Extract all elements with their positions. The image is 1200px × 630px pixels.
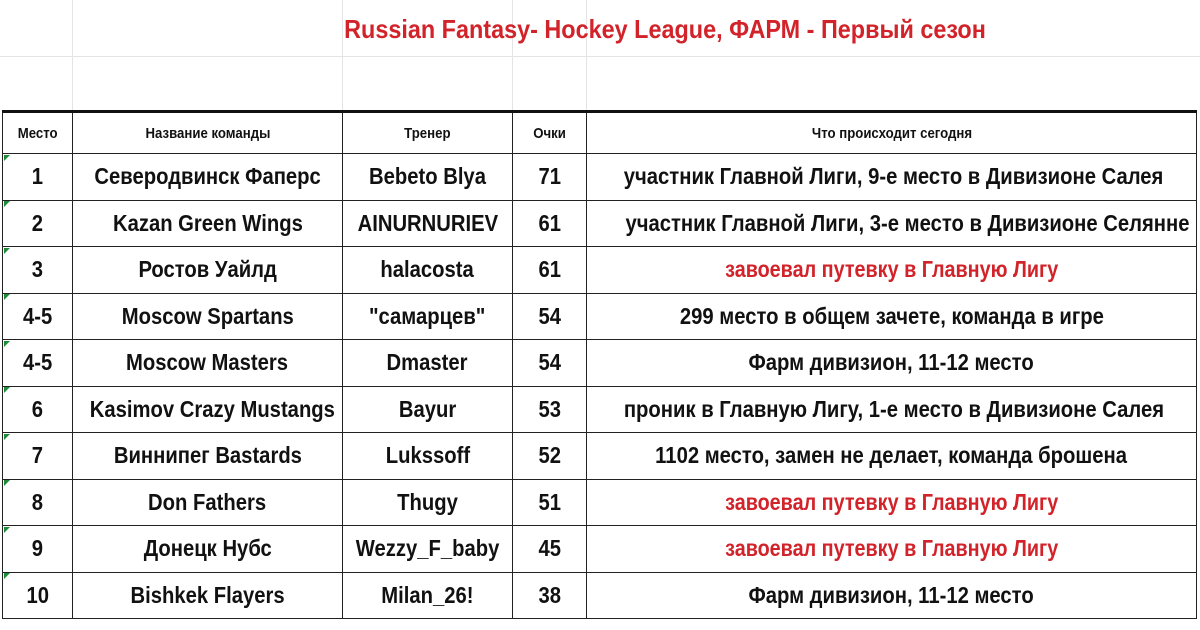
cell-coach: Bebeto Blya [343, 154, 513, 201]
cell-points: 54 [513, 340, 587, 387]
cell-status: завоевал путевку в Главную Лигу [587, 526, 1197, 573]
cell-place: 9 [3, 526, 73, 573]
cell-status: 299 место в общем зачете, команда в игре [587, 293, 1197, 340]
cell-status: участник Главной Лиги, 3-е место в Дивизионе Селянне [587, 200, 1197, 247]
cell-marker [4, 201, 10, 207]
page-title: Russian Fantasy- Hockey League, ФАРМ - Первый сезон [344, 14, 986, 44]
header-status: Что происходит сегодня [587, 112, 1197, 154]
table-row [3, 247, 1197, 294]
cell-marker [4, 527, 10, 533]
cell-team: Don Fathers [73, 479, 343, 526]
cell-marker [4, 573, 10, 579]
cell-marker [4, 434, 10, 440]
cell-place: 10 [3, 572, 73, 619]
cell-points: 54 [513, 293, 587, 340]
cell-points: 45 [513, 526, 587, 573]
cell-status: проник в Главную Лигу, 1-е место в Дивизионе Салея [587, 386, 1197, 433]
cell-points: 52 [513, 433, 587, 480]
cell-coach: Bayur [343, 386, 513, 433]
cell-team: Kasimov Crazy Mustangs [73, 386, 343, 433]
cell-status: участник Главной Лиги, 9-е место в Дивизионе Салея [587, 154, 1197, 201]
cell-coach: Milan_26! [343, 572, 513, 619]
table-header-row [3, 112, 1197, 154]
cell-place: 6 [3, 386, 73, 433]
cell-marker [4, 480, 10, 486]
table-row [3, 526, 1197, 573]
table-row [3, 572, 1197, 619]
cell-points: 53 [513, 386, 587, 433]
standings-table [2, 110, 1197, 619]
cell-coach: Lukssoff [343, 433, 513, 480]
header-team: Название команды [73, 112, 343, 154]
cell-marker [4, 248, 10, 254]
cell-marker [4, 155, 10, 161]
header-place: Место [3, 112, 73, 154]
cell-coach: Wezzy_F_baby [343, 526, 513, 573]
table-row [3, 433, 1197, 480]
table-row [3, 340, 1197, 387]
cell-coach: "самарцев" [343, 293, 513, 340]
grid-line [72, 0, 73, 110]
cell-team: Ростов Уайлд [73, 247, 343, 294]
cell-place: 4-5 [3, 340, 73, 387]
cell-place: 1 [3, 154, 73, 201]
cell-points: 71 [513, 154, 587, 201]
cell-place: 3 [3, 247, 73, 294]
cell-coach: Dmaster [343, 340, 513, 387]
cell-coach: AINURNURIEV [343, 200, 513, 247]
cell-points: 38 [513, 572, 587, 619]
table-row [3, 386, 1197, 433]
cell-status: 1102 место, замен не делает, команда брошена [587, 433, 1197, 480]
cell-marker [4, 294, 10, 300]
table-row [3, 154, 1197, 201]
cell-team: Северодвинск Фаперс [73, 154, 343, 201]
cell-team: Донецк Нубс [73, 526, 343, 573]
cell-points: 61 [513, 200, 587, 247]
cell-status: Фарм дивизион, 11-12 место [587, 572, 1197, 619]
cell-team: Kazan Green Wings [73, 200, 343, 247]
cell-place: 4-5 [3, 293, 73, 340]
cell-place: 8 [3, 479, 73, 526]
header-points: Очки [513, 112, 587, 154]
cell-status: завоевал путевку в Главную Лигу [587, 247, 1197, 294]
cell-coach: halacosta [343, 247, 513, 294]
cell-marker [4, 341, 10, 347]
table-row [3, 479, 1197, 526]
cell-team: Moscow Spartans [73, 293, 343, 340]
cell-team: Moscow Masters [73, 340, 343, 387]
grid-line [0, 56, 1200, 57]
cell-place: 7 [3, 433, 73, 480]
cell-points: 51 [513, 479, 587, 526]
cell-team: Bishkek Flayers [73, 572, 343, 619]
cell-team: Виннипег Bastards [73, 433, 343, 480]
table-row [3, 200, 1197, 247]
cell-coach: Thugy [343, 479, 513, 526]
cell-status: завоевал путевку в Главную Лигу [587, 479, 1197, 526]
cell-points: 61 [513, 247, 587, 294]
cell-status: Фарм дивизион, 11-12 место [587, 340, 1197, 387]
cell-marker [4, 387, 10, 393]
header-coach: Тренер [343, 112, 513, 154]
table-row [3, 293, 1197, 340]
cell-place: 2 [3, 200, 73, 247]
